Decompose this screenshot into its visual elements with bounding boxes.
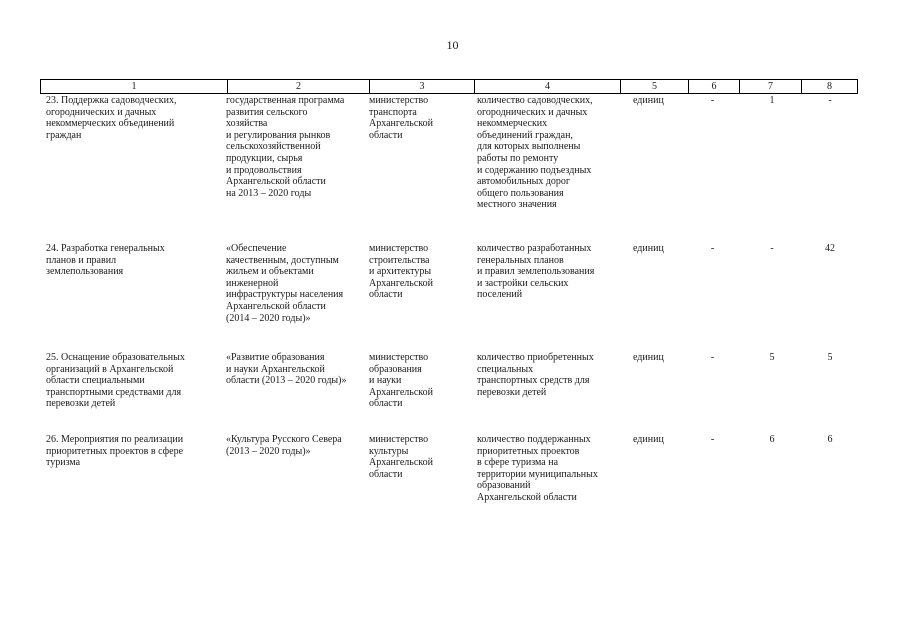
table-header-row bbox=[40, 79, 858, 94]
value-col-8: - bbox=[828, 95, 832, 106]
value-col-8: 42 bbox=[825, 243, 835, 254]
value-col-7: 6 bbox=[769, 434, 775, 445]
indicator-name: количество приобретенных специальных транспортных средств для перевозки детей bbox=[477, 352, 594, 398]
column-header-3: 3 bbox=[369, 80, 474, 93]
column-header-5: 5 bbox=[620, 80, 688, 93]
indicator-name: количество садоводческих, огороднических и дачных некоммерческих объединений граждан, для которых выполнены работы по ремонту и содержанию подъездных автомобильных дорог общего пользования местного значения bbox=[477, 95, 593, 211]
value-col-6: - bbox=[710, 434, 715, 445]
measure-name: 24. Разработка генеральных планов и правил землепользования bbox=[46, 243, 165, 278]
responsible-ministry: министерство культуры Архангельской области bbox=[369, 434, 433, 480]
indicator-name: количество разработанных генеральных планов и правил землепользования и застройки сельских поселений bbox=[477, 243, 595, 301]
value-col-6: - bbox=[710, 352, 715, 363]
unit: единиц bbox=[633, 434, 664, 445]
value-col-8: 5 bbox=[827, 352, 833, 363]
unit: единиц bbox=[633, 243, 664, 254]
value-col-7: 1 bbox=[769, 95, 775, 106]
column-header-4: 4 bbox=[474, 80, 620, 93]
measure-name: 23. Поддержка садоводческих, огороднических и дачных некоммерческих объединений граждан bbox=[46, 95, 177, 141]
column-header-8: 8 bbox=[801, 80, 857, 93]
value-col-7: - bbox=[770, 243, 774, 254]
responsible-ministry: министерство образования и науки Архангельской области bbox=[369, 352, 433, 410]
value-col-8: 6 bbox=[827, 434, 833, 445]
column-header-2: 2 bbox=[227, 80, 369, 93]
responsible-ministry: министерство транспорта Архангельской области bbox=[369, 95, 433, 141]
measure-name: 26. Мероприятия по реализации приоритетных проектов в сфере туризма bbox=[46, 434, 184, 469]
column-header-6: 6 bbox=[688, 80, 739, 93]
column-header-1: 1 bbox=[131, 81, 137, 92]
responsible-ministry: министерство строительства и архитектуры Архангельской области bbox=[369, 243, 433, 301]
program-name: государственная программа развития сельского хозяйства и регулирования рынков сельскохозяйственной продукции, сырья и продовольствия Архангельской области на 2013 – 2020 годы bbox=[226, 95, 345, 199]
program-name: «Обеспечение качественным, доступным жильем и объектами инженерной инфраструктуры населения Архангельской области (2014 – 2020 годы)» bbox=[226, 243, 344, 324]
unit: единиц bbox=[633, 95, 664, 106]
program-name: «Культура Русского Севера (2013 – 2020 годы)» bbox=[226, 434, 342, 457]
value-col-6: - bbox=[710, 95, 715, 106]
program-name: «Развитие образования и науки Архангельской области (2013 – 2020 годы)» bbox=[226, 352, 347, 387]
column-header-7: 7 bbox=[739, 80, 801, 93]
value-col-7: 5 bbox=[769, 352, 775, 363]
indicator-name: количество поддержанных приоритетных проектов в сфере туризма на территории муниципальных образований Архангельской области bbox=[477, 434, 598, 503]
page-number: 10 bbox=[446, 38, 459, 52]
measure-name: 25. Оснащение образовательных организаций в Архангельской области специальными транспортными средствами для перевозки детей bbox=[46, 352, 185, 410]
value-col-6: - bbox=[710, 243, 715, 254]
unit: единиц bbox=[633, 352, 664, 363]
